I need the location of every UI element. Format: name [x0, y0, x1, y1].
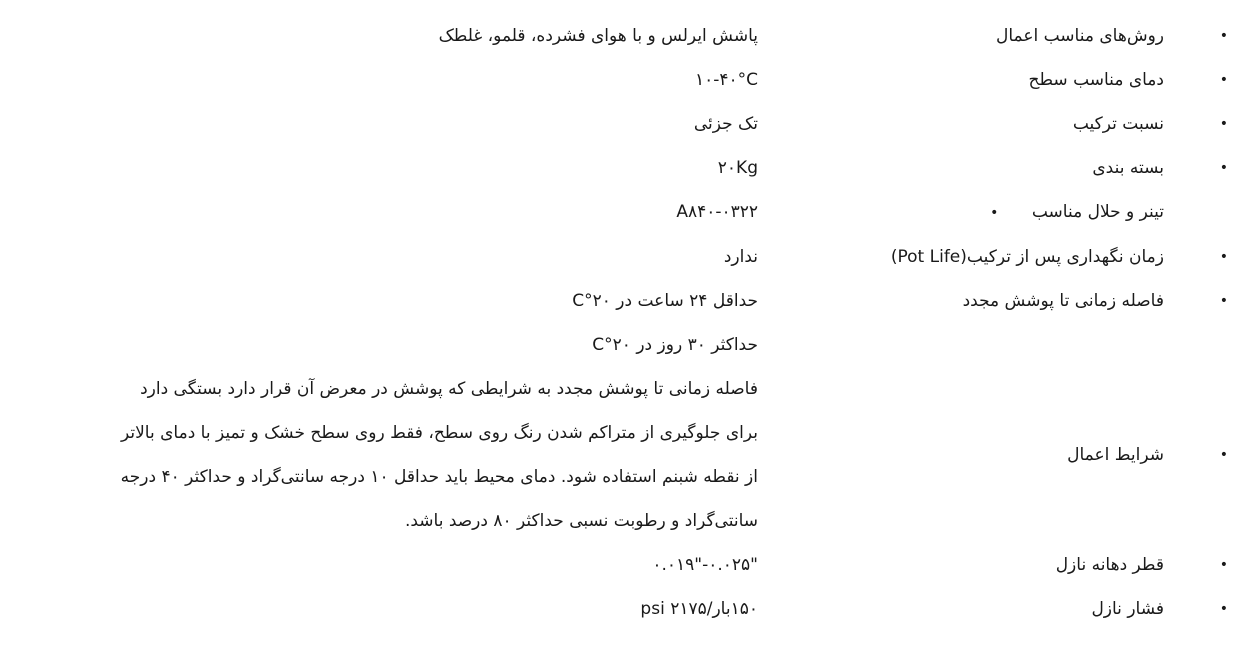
spec-label-text: نسبت ترکیب — [1072, 114, 1164, 134]
spec-value — [0, 587, 758, 631]
bullet-icon: • — [990, 205, 999, 221]
bullet-icon: • — [1219, 160, 1228, 176]
spec-value — [0, 235, 758, 279]
spec-label-text: فاصله زمانی تا پوشش مجدد — [962, 291, 1164, 311]
bullet-icon: • — [1219, 116, 1228, 132]
spec-label-text: زمان نگهداری پس از ترکیب(Pot Life) — [890, 247, 1164, 267]
spec-value-line: از نقطه شبنم استفاده شود. دمای محیط باید حداقل ۱۰ درجه سانتی‌گراد و حداکثر ۴۰ درجه — [120, 467, 758, 487]
spec-label-text: روش‌های مناسب اعمال — [995, 26, 1164, 46]
spec-value-line: حداکثر ۳۰ روز در ۲۰°C — [592, 335, 758, 355]
spec-value-text: تک جزئی — [693, 114, 758, 134]
spec-value-text: A۸۴۰-۰۳۲۲ — [676, 202, 758, 222]
spec-value-line: حداقل ۲۴ ساعت در ۲۰°C — [572, 291, 758, 311]
bullet-icon: • — [1219, 447, 1228, 463]
spec-label — [758, 146, 1252, 190]
spec-label — [758, 190, 1252, 235]
spec-row-application-conditions — [0, 367, 1252, 543]
spec-label-text: قطر دهانه نازل — [1055, 555, 1164, 575]
spec-row-nozzle-pressure — [0, 587, 1252, 631]
spec-label-text: بسته بندی — [1092, 158, 1164, 178]
spec-row-thinner — [0, 190, 1252, 235]
spec-value-text: ۱۰-۴۰°C — [694, 70, 758, 90]
spec-value-line: برای جلوگیری از متراکم شدن رنگ روی سطح، فقط روی سطح خشک و تمیز با دمای بالاتر — [120, 423, 758, 443]
spec-value — [0, 58, 758, 102]
spec-label-text: فشار نازل — [1091, 599, 1164, 619]
spec-label — [758, 102, 1252, 146]
spec-value-text: پاشش ایرلس و با هوای فشرده، قلمو، غلطک — [438, 26, 758, 46]
spec-label — [758, 14, 1252, 58]
spec-value — [0, 367, 758, 543]
spec-value — [0, 543, 758, 587]
spec-value-text: ندارد — [723, 247, 758, 267]
spec-row-packaging — [0, 146, 1252, 190]
specification-list — [0, 14, 1252, 631]
spec-value — [0, 279, 758, 367]
spec-label-text: تینر و حلال مناسب — [1031, 202, 1164, 222]
bullet-icon: • — [1219, 28, 1228, 44]
spec-value-line: سانتی‌گراد و رطوبت نسبی حداکثر ۸۰ درصد باشد. — [404, 511, 758, 531]
spec-row-nozzle-size — [0, 543, 1252, 587]
spec-label — [758, 433, 1252, 477]
spec-value — [0, 14, 758, 58]
spec-row-mix-ratio — [0, 102, 1252, 146]
bullet-icon: • — [1219, 72, 1228, 88]
spec-row-pot-life — [0, 235, 1252, 279]
spec-label — [758, 58, 1252, 102]
spec-label-text: شرایط اعمال — [1067, 445, 1164, 465]
spec-label — [758, 543, 1252, 587]
spec-value-text: ۱۵۰بار/۲۱۷۵ psi — [640, 599, 758, 619]
spec-label — [758, 279, 1252, 323]
bullet-icon: • — [1219, 557, 1228, 573]
spec-value — [0, 190, 758, 234]
bullet-icon: • — [1219, 249, 1228, 265]
spec-row-surface-temperature — [0, 58, 1252, 102]
spec-label-text: دمای مناسب سطح — [1028, 70, 1164, 90]
spec-row-application-methods — [0, 14, 1252, 58]
spec-row-recoat-interval — [0, 279, 1252, 367]
spec-value — [0, 102, 758, 146]
spec-value-text: "۰.۰۲۵-"۰.۰۱۹ — [652, 555, 758, 575]
bullet-icon: • — [1219, 601, 1228, 617]
spec-label — [758, 235, 1252, 279]
bullet-icon: • — [1219, 293, 1228, 309]
spec-value-line: فاصله زمانی تا پوشش مجدد به شرایطی که پوشش در معرض آن قرار دارد بستگی دارد — [140, 379, 758, 399]
spec-value-text: ۲۰Kg — [717, 158, 758, 178]
spec-value — [0, 146, 758, 190]
spec-label — [758, 587, 1252, 631]
